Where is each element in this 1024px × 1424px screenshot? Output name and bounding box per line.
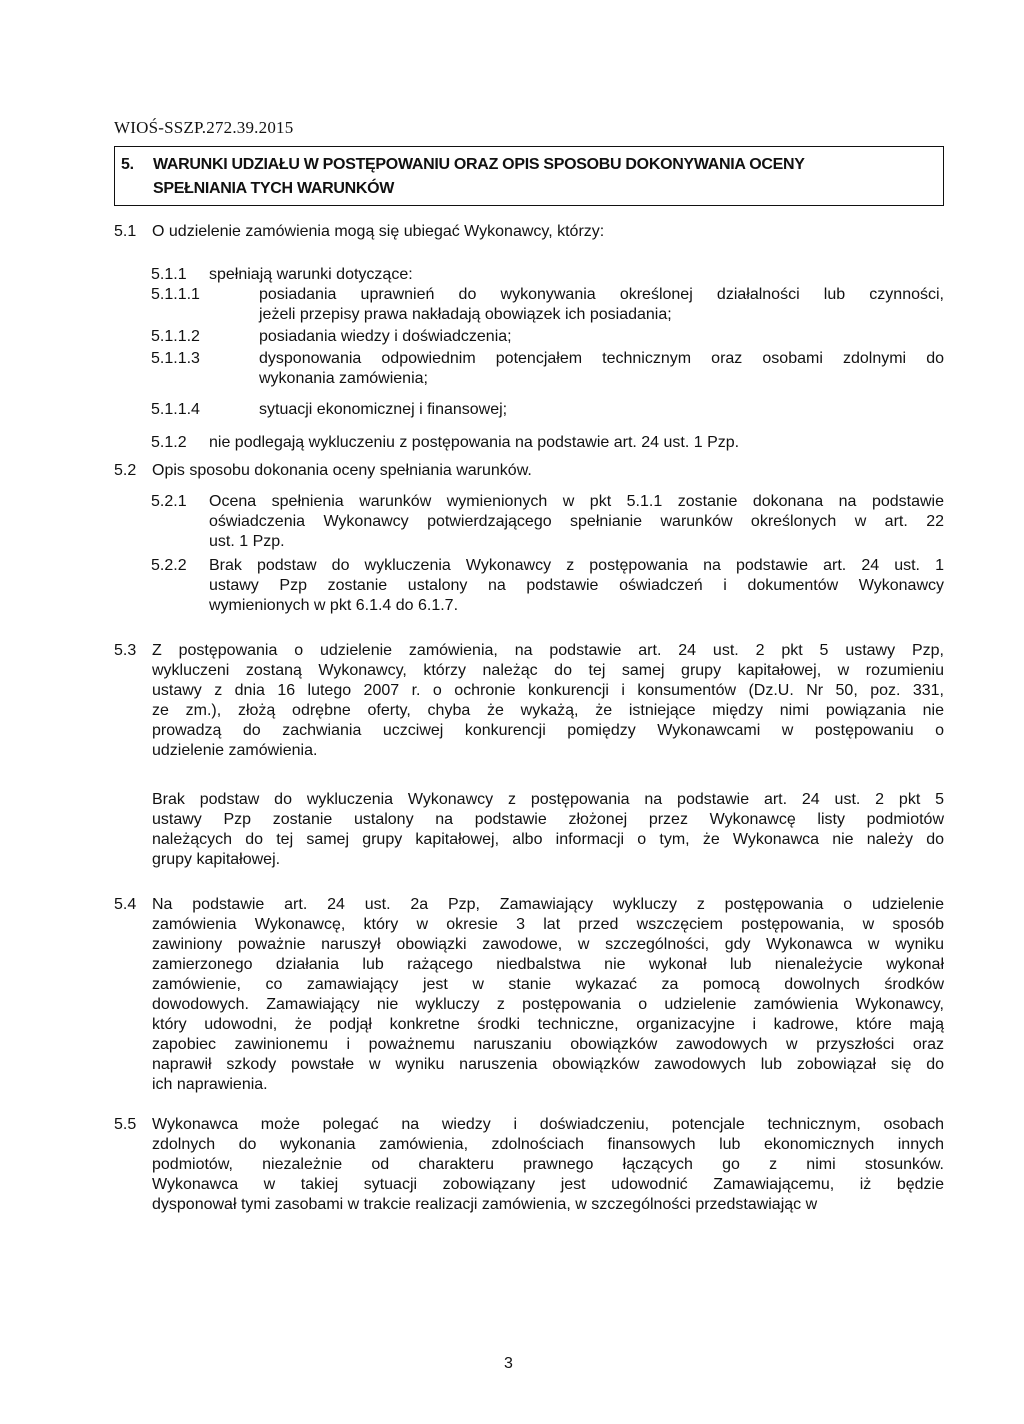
heading-line-2: SPEŁNIANIA TYCH WARUNKÓW bbox=[153, 180, 395, 197]
item-text bbox=[259, 349, 944, 389]
text-line: należących do tej samej grupy kapitałowej, albo informacji o tym, że Wykonawca nie należy do bbox=[152, 831, 944, 848]
text-line: ustawy Pzp zostanie ustalony na podstawie złożonej przez Wykonawcę listy podmiotów bbox=[152, 811, 944, 828]
item-number: 5.4 bbox=[114, 896, 137, 913]
item-text bbox=[209, 265, 944, 285]
item-5-2-2 bbox=[151, 556, 944, 616]
item-text bbox=[152, 641, 944, 761]
item-number: 5.2.2 bbox=[151, 557, 187, 574]
item-5-1-1-1 bbox=[151, 285, 944, 325]
item-5-2-1 bbox=[151, 492, 944, 552]
text-line: oświadczenia Wykonawcy potwierdzającego spełnianie warunków określonych w art. 22 bbox=[209, 513, 944, 530]
text-line: Z postępowania o udzielenie zamówienia, na podstawie art. 24 ust. 2 pkt 5 ustawy Pzp, bbox=[152, 642, 944, 659]
text-line: ustawy Pzp zostanie ustalony na podstawie oświadczeń i dokumentów Wykonawcy bbox=[209, 577, 944, 594]
item-5-1-2 bbox=[151, 433, 944, 453]
item-number: 5.1.2 bbox=[151, 434, 187, 451]
text-line: zapobiec zawinionemu i poważnemu naruszaniu obowiązków zawodowych w przyszłości oraz bbox=[152, 1036, 944, 1053]
item-number: 5.1.1 bbox=[151, 266, 187, 283]
text-line: wykonania zamówienia; bbox=[259, 370, 428, 387]
text-line: zawiniony poważnie naruszył obowiązki zawodowe, w szczególności, gdy Wykonawca w wyniku bbox=[152, 936, 944, 953]
item-text bbox=[152, 1115, 944, 1215]
text-line: grupy kapitałowej. bbox=[152, 851, 281, 868]
text-line: wykluczeni zostaną Wykonawcy, którzy należąc do tej samej grupy kapitałowej, w rozumieniu bbox=[152, 662, 944, 679]
heading-number: 5. bbox=[121, 156, 134, 173]
text-line: wymienionych w pkt 6.1.4 do 6.1.7. bbox=[209, 597, 459, 614]
text-line: O udzielenie zamówienia mogą się ubiegać Wykonawcy, którzy: bbox=[152, 223, 605, 240]
item-text bbox=[209, 492, 944, 552]
item-text bbox=[209, 433, 944, 453]
text-line: Brak podstaw do wykluczenia Wykonawcy z postępowania na podstawie art. 24 ust. 1 bbox=[209, 557, 944, 574]
text-line: dysponowania odpowiednim potencjałem technicznym oraz osobami zdolnymi do bbox=[259, 350, 944, 367]
item-number: 5.2.1 bbox=[151, 493, 187, 510]
item-text bbox=[259, 327, 944, 347]
heading-line-1 bbox=[121, 153, 933, 177]
text-line: ustawy z dnia 16 lutego 2007 r. o ochronie konkurencji i konsumentów (Dz.U. Nr 50, poz. 331, bbox=[152, 682, 944, 699]
item-5-5 bbox=[114, 1115, 944, 1215]
text-line: Wykonawca w takiej sytuacji zobowiązany jest udowodnić Zamawiającemu, iż będzie bbox=[152, 1176, 944, 1193]
text-line: ze zm.), złożą odrębne oferty, chyba że wykażą, że istniejące między nimi powiązania nie bbox=[152, 702, 944, 719]
heading-text: WARUNKI UDZIAŁU W POSTĘPOWANIU ORAZ OPIS SPOSOBU DOKONYWANIA OCENY bbox=[153, 156, 805, 173]
item-5-1 bbox=[114, 222, 944, 242]
item-5-1-1-4 bbox=[151, 400, 944, 420]
text-line: zamierzonego działania lub rażącego niedbalstwa nie wykonał lub nienależycie wykonał bbox=[152, 956, 944, 973]
item-5-2 bbox=[114, 461, 944, 481]
item-text bbox=[259, 285, 944, 325]
item-5-3-continuation bbox=[114, 790, 944, 870]
item-number: 5.1.1.4 bbox=[151, 401, 200, 418]
item-text bbox=[209, 556, 944, 616]
item-5-1-1 bbox=[151, 265, 944, 285]
item-number: 5.1.1.3 bbox=[151, 350, 200, 367]
item-5-4 bbox=[114, 895, 944, 1095]
document-reference: WIOŚ-SSZP.272.39.2015 bbox=[114, 118, 294, 137]
text-line: prowadzą do zachwiania uczciwej konkurencji pomiędzy Wykonawcami w postępowaniu o bbox=[152, 722, 944, 739]
text-line: Brak podstaw do wykluczenia Wykonawcy z postępowania na podstawie art. 24 ust. 2 pkt 5 bbox=[152, 791, 944, 808]
text-line: jeżeli przepisy prawa nakładają obowiązek ich posiadania; bbox=[259, 306, 672, 323]
text-line: Na podstawie art. 24 ust. 2a Pzp, Zamawiający wykluczy z postępowania o udzielenie bbox=[152, 896, 944, 913]
text-line: posiadania uprawnień do wykonywania określonej działalności lub czynności, bbox=[259, 286, 944, 303]
text-line: naprawił szkody powstałe w wyniku naruszenia obowiązków zawodowych lub zobowiązał się do bbox=[152, 1056, 944, 1073]
text-line: udzielenie zamówienia. bbox=[152, 742, 318, 759]
item-text bbox=[152, 222, 944, 242]
text-line: spełniają warunki dotyczące: bbox=[209, 266, 413, 283]
item-number: 5.3 bbox=[114, 642, 137, 659]
page-number: 3 bbox=[504, 1355, 513, 1372]
text-line: Ocena spełnienia warunków wymienionych w pkt 5.1.1 zostanie dokonana na podstawie bbox=[209, 493, 944, 510]
item-text bbox=[152, 790, 944, 870]
text-line: zdolnych do wykonania zamówienia, zdolnościach finansowych lub ekonomicznych innych bbox=[152, 1136, 944, 1153]
item-number: 5.5 bbox=[114, 1116, 137, 1133]
item-text bbox=[259, 400, 944, 420]
item-number: 5.1.1.1 bbox=[151, 286, 200, 303]
text-line: ich naprawienia. bbox=[152, 1076, 268, 1093]
text-line: Opis sposobu dokonania oceny spełniania warunków. bbox=[152, 462, 532, 479]
text-line: posiadania wiedzy i doświadczenia; bbox=[259, 328, 512, 345]
text-line: dowodowych. Zamawiający nie wykluczy z postępowania o udzielenie zamówienia Wykonawcy, bbox=[152, 996, 944, 1013]
item-text bbox=[152, 895, 944, 1095]
item-number: 5.1.1.2 bbox=[151, 328, 200, 345]
item-5-1-1-2 bbox=[151, 327, 944, 347]
section-heading bbox=[114, 146, 944, 206]
text-line: ust. 1 Pzp. bbox=[209, 533, 285, 550]
item-5-3 bbox=[114, 641, 944, 761]
text-line: zamówienia Wykonawcę, który w okresie 3 lat przed wszczęciem postępowania, w sposób bbox=[152, 916, 944, 933]
item-5-1-1-3 bbox=[151, 349, 944, 389]
item-number: 5.2 bbox=[114, 462, 137, 479]
text-line: sytuacji ekonomicznej i finansowej; bbox=[259, 401, 508, 418]
item-text bbox=[152, 461, 944, 481]
text-line: który udowodni, że podjął konkretne środki techniczne, organizacyjne i kadrowe, które mają bbox=[152, 1016, 944, 1033]
item-number: 5.1 bbox=[114, 223, 137, 240]
text-line: podmiotów, niezależnie od charakteru prawnego łączących go z nimi stosunków. bbox=[152, 1156, 944, 1173]
text-line: Wykonawca może polegać na wiedzy i doświadczeniu, potencjale technicznym, osobach bbox=[152, 1116, 944, 1133]
text-line: zamówienie, co zamawiający jest w stanie wykazać za pomocą dowolnych środków bbox=[152, 976, 944, 993]
text-line: nie podlegają wykluczeniu z postępowania na podstawie art. 24 ust. 1 Pzp. bbox=[209, 434, 740, 451]
text-line: dysponował tymi zasobami w trakcie realizacji zamówienia, w szczególności przedstawiając w bbox=[152, 1196, 818, 1213]
